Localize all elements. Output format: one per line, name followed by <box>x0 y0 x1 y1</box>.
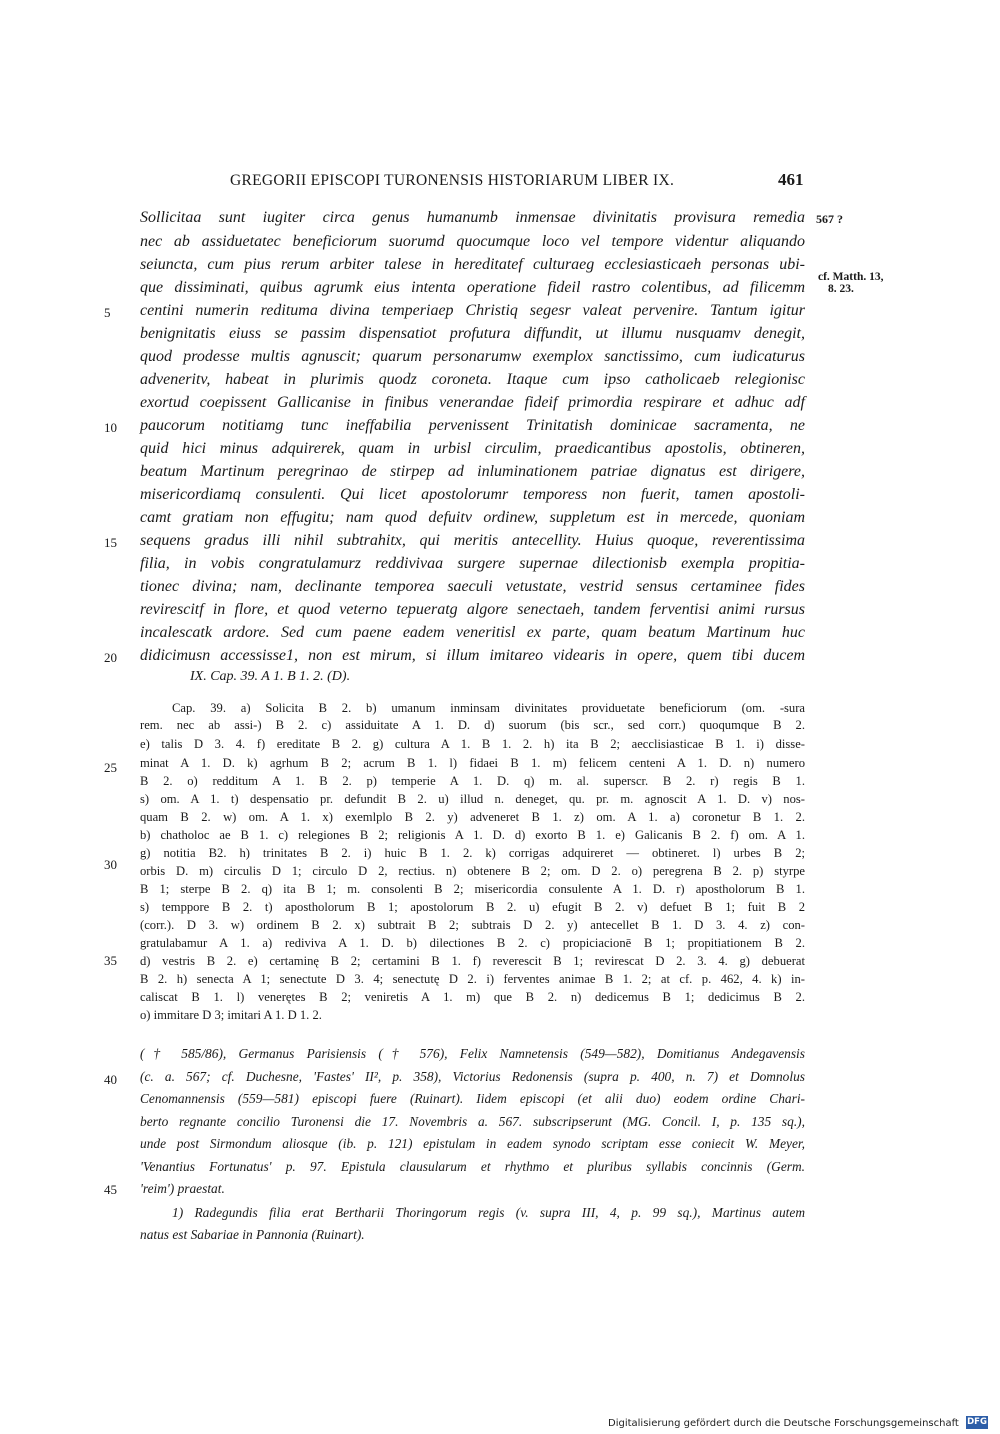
text-line: Sollicitaa sunt iugiter circa genus humanumb inmensae divinitatis provisura remedia <box>140 209 805 226</box>
apparatus-line: rem. nec ab assi-) B 2. c) assiduitate A 1. D. d) suorum (bis scr., sed corr.) quoqumque B 2. <box>140 718 805 732</box>
margin-reference-1: cf. Matth. 13, <box>818 271 884 283</box>
text-line: quod prodesse multis agnuscit; quarum personarumw exemplox sanctissimo, cum iudicaturus <box>140 348 805 365</box>
text-line: exortud coepissent Gallicanise in finibus venerandae fideif primordia respirare et adhuc adf <box>140 394 805 411</box>
footnote-line: 1) Radegundis filia erat Bertharii Thoringorum regis (v. supra III, 4, p. 99 sq.), Martinus autem <box>172 1205 805 1220</box>
text-line: misericordiamq consulenti. Qui licet apostolorumr temporess non fuerit, tamen apostoli- <box>140 486 805 503</box>
text-line: beatum Martinum peregrinao de stirpep ad inluminationem patriae dignatus est dirigere, <box>140 463 805 480</box>
line-number: 35 <box>104 953 117 968</box>
footnote-line: natus est Sabariae in Pannonia (Ruinart). <box>140 1227 365 1242</box>
text-line: nec ab assiduetatec beneficiorum suorumd quocumque loco vel tempore videntur aliquando <box>140 233 805 250</box>
text-line: sequens gradus illi nihil subtrahitx, qui meritis antecellity. Huius quoque, reverentissima <box>140 532 805 549</box>
apparatus-line: B 1; sterpe B 2. q) ita B 1; m. consolenti B 2; misericordia consulente A 1. D. r) apostholorum B 1. <box>140 882 805 896</box>
apparatus-line: minat A 1. D. k) agrhum B 2; acrum B 1. l) fidaei B 1. m) felicem centeni A 1. D. n) numero <box>140 756 805 770</box>
apparatus-line: gratulabamur A 1. a) rediviva A 1. D. b) dilectiones B 2. c) propiciacionē B 1; propitiationem B 2. <box>140 936 805 950</box>
apparatus-line: B 2. h) senecta A 1; senectute D 3. 4; senectutę D 2. i) ferventes animae B 1. 2; at cf. p. 462, 4. k) in- <box>140 972 805 986</box>
apparatus-line: d) vestris B 2. e) certaminę B 2; certamini B 1. f) reverescit B 1; revirescat D 2. 3. 4. g) debuerat <box>140 954 805 968</box>
footnote-line: († 585/86), Germanus Parisiensis († 576), Felix Namnetensis (549—582), Domitianus Andegavensis <box>140 1046 805 1061</box>
text-line: revirescitf in flore, et quod veterno tepueratg algore senectaeh, tandem ferventisi animi rursus <box>140 601 805 618</box>
page-number: 461 <box>778 170 804 189</box>
apparatus-heading: IX. Cap. 39. A 1. B 1. 2. (D). <box>190 669 351 684</box>
line-number: 20 <box>104 650 117 665</box>
text-line: centini numerin redituma divina temperiaep Christiq segesr valeat pervenire. Tantum igitur <box>140 302 805 319</box>
line-number: 45 <box>104 1182 117 1197</box>
footnote-line: 'Venantius Fortunatus' p. 97. Epistula clausularum et rhythmo et pluribus syllabis concinnis (Germ. <box>140 1159 805 1174</box>
text-line: didicimusn accessisse1, non est mirum, si illum imitareo videaris in opere, quem tibi ducem <box>140 647 805 664</box>
line-number: 40 <box>104 1072 117 1087</box>
text-line: que dissiminati, quibus agrumk eius intenta operatione fideil rastro colentibus, ad filicemm <box>140 279 805 296</box>
apparatus-line: Cap. 39. a) Solicita B 2. b) umanum inminsam divinitates providuetate beneficiorum (om. -sura <box>172 701 805 715</box>
running-title: GREGORII EPISCOPI TURONENSIS HISTORIARUM LIBER IX. <box>230 172 675 189</box>
apparatus-line: s) temppore B 2. t) apostholorum B 1; apostolorum B 2. u) efugit B 2. v) defuet B 1; fuit B 2 <box>140 900 805 914</box>
line-number: 30 <box>104 857 117 872</box>
footnote-line: 'reim') praestat. <box>140 1181 225 1196</box>
text-line: quid hici minus adquirerek, quam in urbisl circulim, praedicantibus apostolis, obtineren, <box>140 440 805 457</box>
line-number: 10 <box>104 420 117 435</box>
text-line: incalescatk ardore. Sed cum paene eadem veneritisl ex parte, quam beatum Martinum huc <box>140 624 805 641</box>
footnote-line: Cenomannensis (559—581) episcopi fuere (Ruinart). Iidem episcopi (et alii duo) eodem ordine Chari- <box>140 1091 805 1106</box>
text-line: tionec divina; nam, declinante temporea saeculi vetustate, vestrid sensus certaminee fides <box>140 578 805 595</box>
apparatus-line: b) chatholoc ae B 1. c) relegiones B 2; religionis A 1. D. d) exorto B 1. e) Galicanis B 2. f) om. A 1. <box>140 828 805 842</box>
dfg-logo: DFG <box>967 1417 987 1427</box>
text-line: camt gratiam non effugitu; nam quod defuitv ordinew, suppletum est in mercede, quoniam <box>140 509 805 526</box>
text-line: paucorum notitiamg tunc ineffabilia pervenissent Trinitatish dominicae sacramenta, ne <box>140 417 805 434</box>
footnote-line: berto regnante concilio Turonensi die 17. Novembris a. 567. subscripserunt (MG. Concil. I, p. 135 sq.), <box>140 1114 805 1129</box>
apparatus-line: g) notitia B2. h) trinitates B 2. i) huic B 1. 2. k) corrigas adquireret — obtineret. l) urbes B 2; <box>140 846 805 860</box>
apparatus-line: e) talis D 3. 4. f) ereditate B 2. g) cultura A 1. B 1. 2. h) ita B 2; aecclisiasticae B 1. i) disse- <box>140 737 805 751</box>
footnote-line: unde post Sirmondum aliosque (ib. p. 121) epistulam in eadem synodo scriptam esse coniecit W. Meyer, <box>140 1136 805 1151</box>
margin-year: 567 ? <box>816 212 843 226</box>
text-line: adveneritv, habeat in plurimis quodz coroneta. Itaque cum ipso catholicaeb relegionisc <box>140 371 805 388</box>
apparatus-line: B 2. o) redditum A 1. B 2. p) temperie A 1. D. q) m. al. superscr. B 2. r) regis B 1. <box>140 774 805 788</box>
digitization-credit: Digitalisierung gefördert durch die Deutsche Forschungsgemeinschaft <box>608 1418 959 1429</box>
apparatus-line: s) om. A 1. t) despensatio pr. defundit B 2. u) illud n. deneget, qu. pr. m. agnoscit A 1. D. v) nos- <box>140 792 805 806</box>
apparatus-line: orbis D. m) circulis D 1; circulo D 2, rectius. n) obtenere B 2; om. D 2. o) peregrena B 2. p) styrpe <box>140 864 805 878</box>
margin-reference-2: 8. 23. <box>828 283 854 295</box>
text-line: benignitatis eiuss se passim dispensatiot profutura diffundit, ut illumu nusquamv denegit, <box>140 325 805 342</box>
footnote-line: (c. a. 567; cf. Duchesne, 'Fastes' II², p. 358), Victorius Redonensis (supra p. 400, n. 7) et Domnolus <box>140 1069 805 1084</box>
apparatus-line: caliscat B 1. l) venerętes B 2; veniretis A 1. m) que B 2. n) dedicemus B 1; dedicimus B 2. <box>140 990 805 1004</box>
apparatus-line: o) immitare D 3; imitari A 1. D 1. 2. <box>140 1008 322 1022</box>
line-number: 25 <box>104 760 117 775</box>
apparatus-line: quam B 2. w) om. A 1. x) exemlplo B 2. y) adveneret B 1. z) om. A 1. a) coronetur B 1. 2. <box>140 810 805 824</box>
apparatus-line: (corr.). D 3. w) ordinem B 2. x) subtrait B 2; subtrais D 2. y) antecellet B 1. D 3. 4. z) con- <box>140 918 805 932</box>
line-number: 15 <box>104 535 117 550</box>
text-line: filia, in vobis congratulamurz reddivivaa surgere supernae dilectionisb exempla propitia- <box>140 555 805 572</box>
line-number: 5 <box>104 305 111 320</box>
text-line: seiuncta, cum pius rerum arbiter talese in hereditatef culturaeg ecclesiasticaeh personas ubi- <box>140 256 805 273</box>
